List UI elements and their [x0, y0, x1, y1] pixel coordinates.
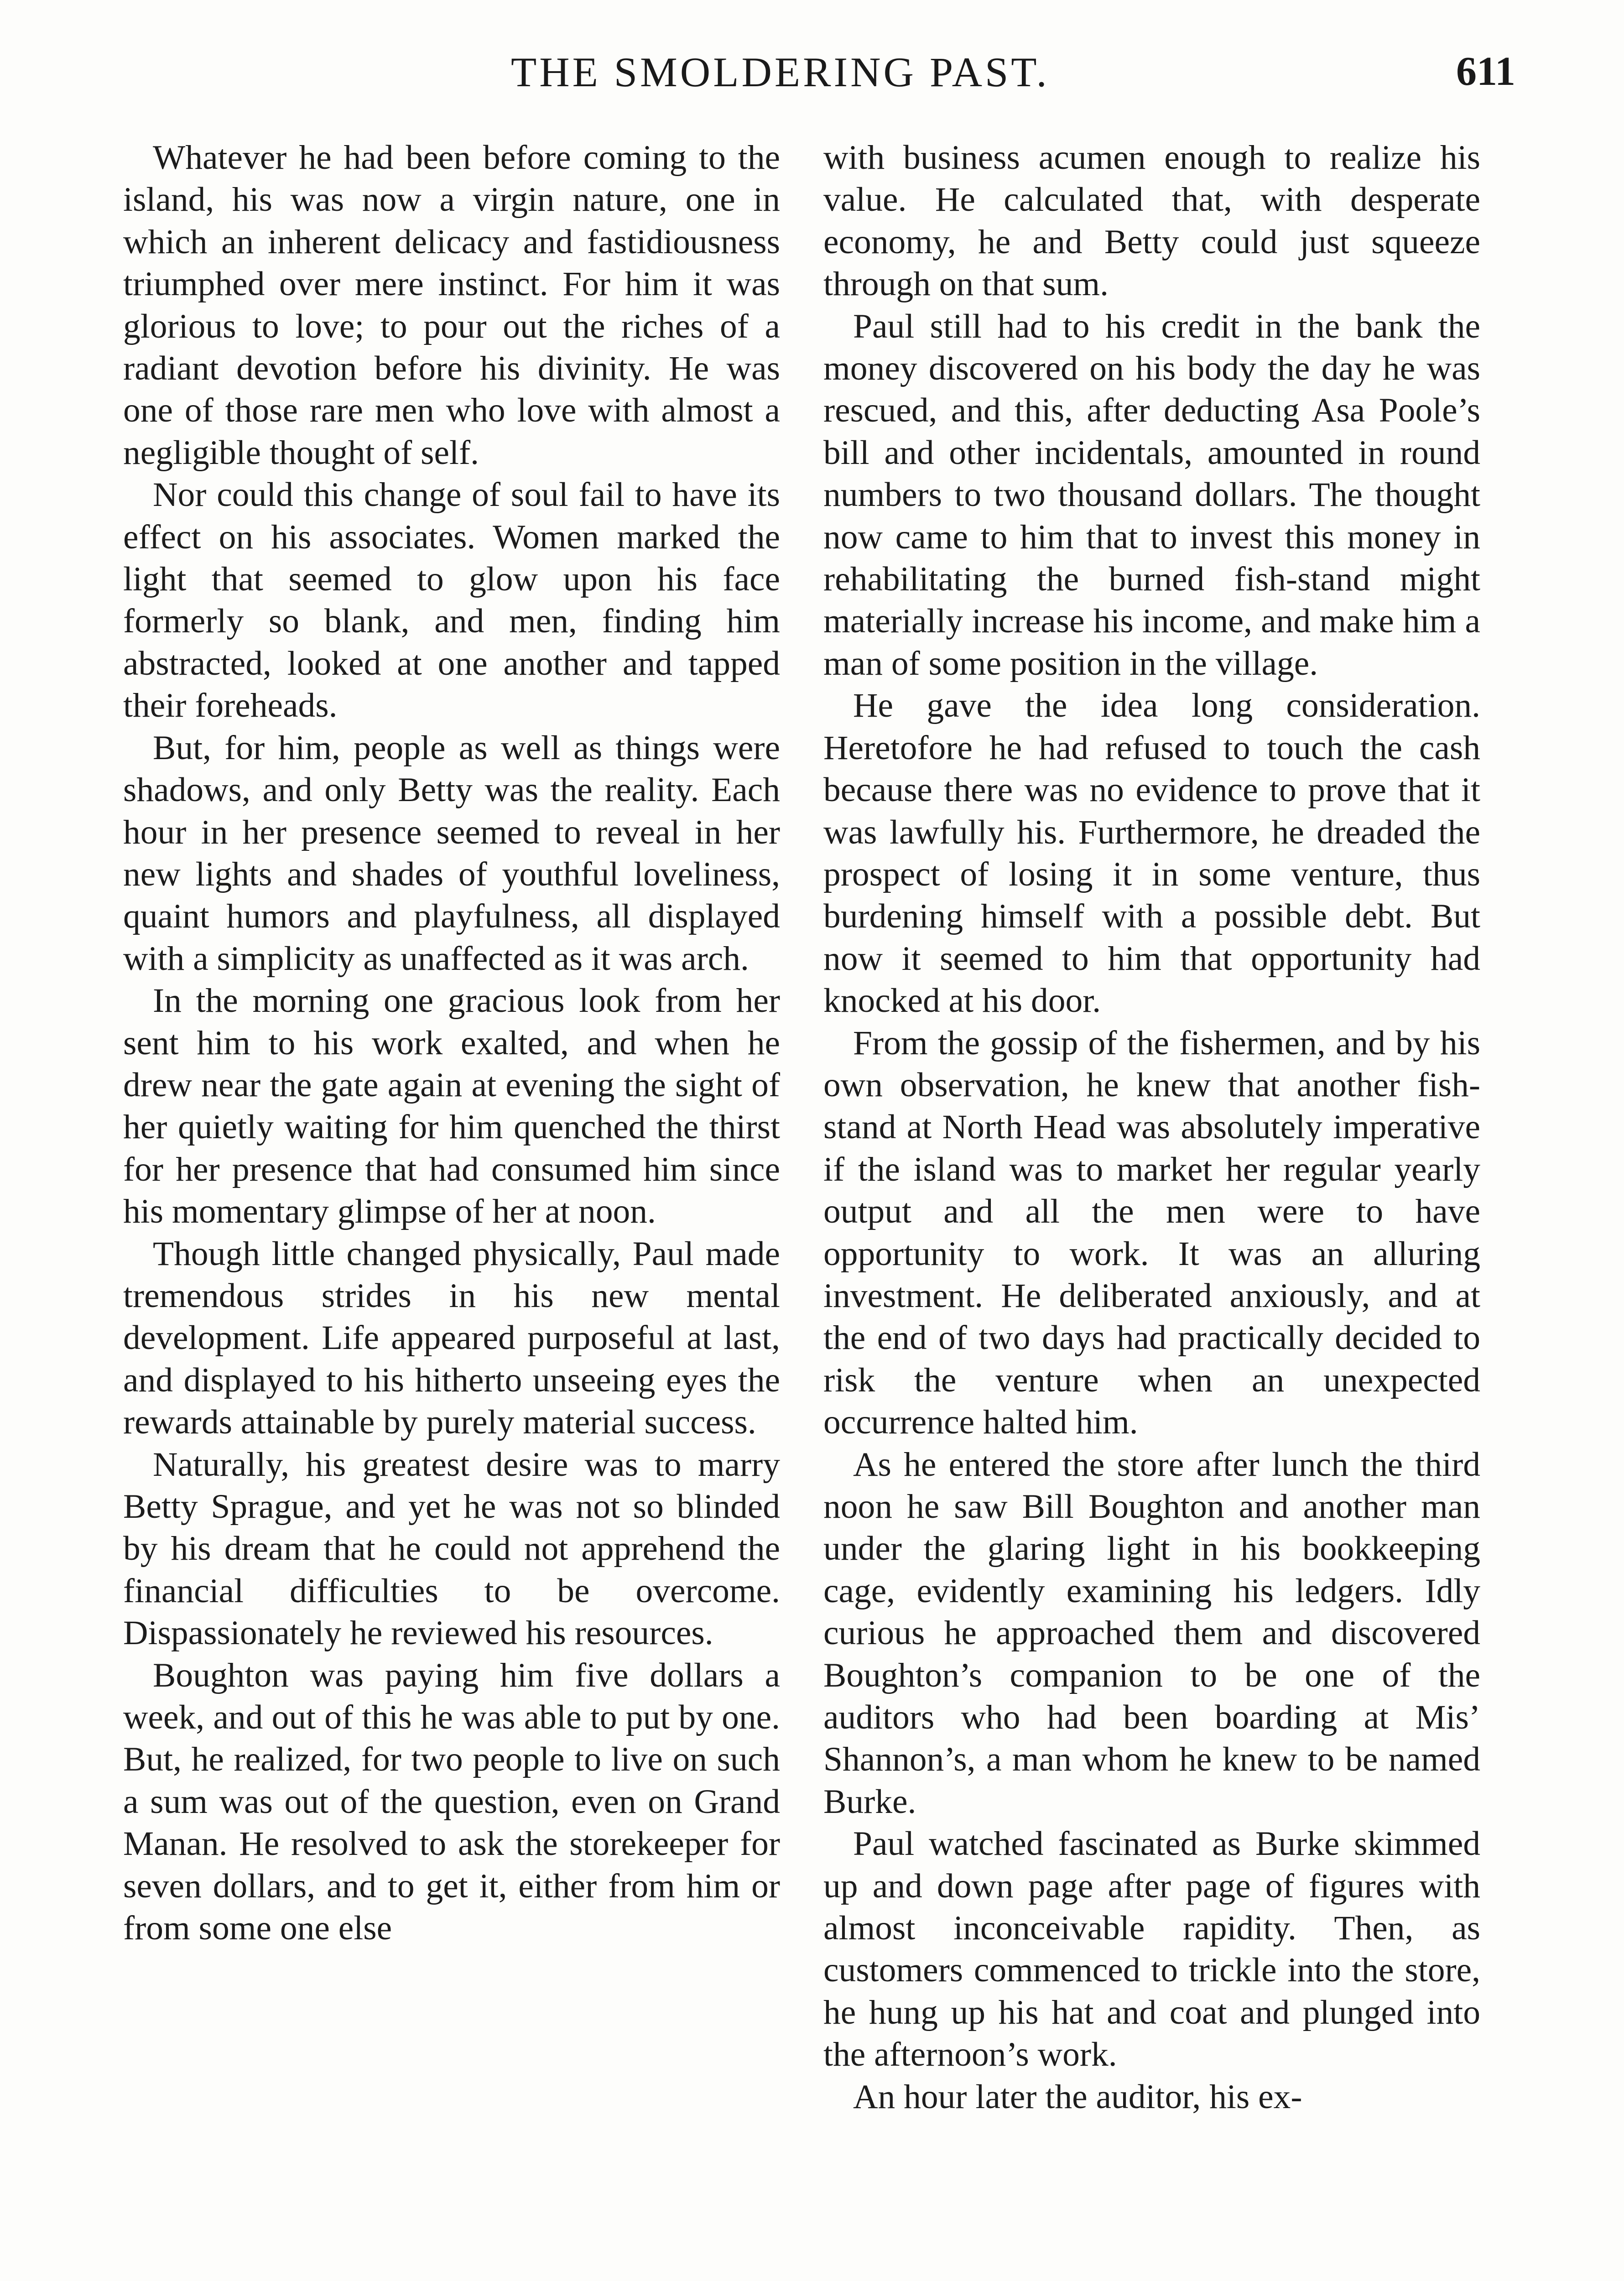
left-column	[123, 137, 780, 1949]
paragraph: Paul still had to his credit in the bank the money discovered on his body the day he was rescued, and this, after deducting Asa Poole’s bill and other incidentals, amounted in round numbers to two thousand dollars. The thought now came to him that to invest this money in rehabilitating the burned fish-stand might materially increase his income, and make him a man of some position in the village.	[823, 307, 1480, 682]
paragraph: An hour later the auditor, his ex-	[853, 2078, 1302, 2116]
paragraph: Naturally, his greatest desire was to marry Betty Sprague, and yet he was not so blinded by his dream that he could not apprehend the financial difficulties to be overcome. Dispassionately he reviewed his resources.	[123, 1445, 780, 1652]
paragraph: As he entered the store after lunch the third noon he saw Bill Boughton and another man under the glaring light in his bookkeeping cage, evidently examining his ledgers. Idly curious he approached them and discovered Boughton’s companion to be one of the auditors who had been boarding at Mis’ Shannon’s, a man whom he knew to be named Burke.	[823, 1445, 1480, 1821]
paragraph: But, for him, people as well as things were shadows, and only Betty was the reality. Each hour in her presence seemed to reveal in her new lights and shades of youthful loveliness, quaint humors and playfulness, all displayed with a simplicity as unaffected as it was arch.	[123, 729, 780, 978]
running-title: THE SMOLDERING PAST.	[511, 49, 1050, 95]
paragraph: From the gossip of the fishermen, and by his own observation, he knew that another fish-stand at North Head was absolutely imperative if the island was to market her regular yearly output and all the men were to have opportunity to work. It was an alluring investment. He deliberated anxiously, and at the end of two days had practically decided to risk the venture when an unexpected occurrence halted him.	[823, 1024, 1480, 1442]
page-header	[0, 43, 1624, 107]
page-number: 611	[1456, 49, 1515, 94]
right-column	[823, 137, 1480, 2118]
paragraph: Though little changed physically, Paul made tremendous strides in his new mental development. Life appeared purposeful at last, and displayed to his hitherto unseeing eyes the rewards attainable by purely material success.	[123, 1234, 780, 1442]
paragraph: with business acumen enough to realize his value. He calculated that, with desperate economy, he and Betty could just squeeze through on that sum.	[823, 139, 1480, 303]
paragraph: Paul watched fascinated as Burke skimmed up and down page after page of figures with almost inconceivable rapidity. Then, as customers commenced to trickle into the store, he hung up his hat and coat and plunged into the afternoon’s work.	[823, 1825, 1480, 2074]
paragraph: He gave the idea long consideration. Heretofore he had refused to touch the cash because there was no evidence to prove that it was lawfully his. Furthermore, he dreaded the prospect of losing it in some venture, thus burdening himself with a possible debt. But now it seemed to him that opportunity had knocked at his door.	[823, 687, 1480, 1020]
paragraph: Nor could this change of soul fail to have its effect on his associates. Women marked the light that seemed to glow upon his face formerly so blank, and men, finding him abstracted, looked at one another and tapped their foreheads.	[123, 476, 780, 725]
paragraph: Boughton was paying him five dollars a week, and out of this he was able to put by one. But, he realized, for two people to live on such a sum was out of the question, even on Grand Manan. He resolved to ask the storekeeper for seven dollars, and to get it, either from him or from some one else	[123, 1656, 780, 1948]
paragraph: Whatever he had been before coming to the island, his was now a virgin nature, one in which an inherent delicacy and fastidiousness triumphed over mere instinct. For him it was glorious to love; to pour out the riches of a radiant devotion before his divinity. He was one of those rare men who love with almost a negligible thought of self.	[123, 139, 780, 472]
paragraph: In the morning one gracious look from her sent him to his work exalted, and when he drew near the gate again at evening the sight of her quietly waiting for him quenched the thirst for her presence that had consumed him since his momentary glimpse of her at noon.	[123, 982, 780, 1231]
